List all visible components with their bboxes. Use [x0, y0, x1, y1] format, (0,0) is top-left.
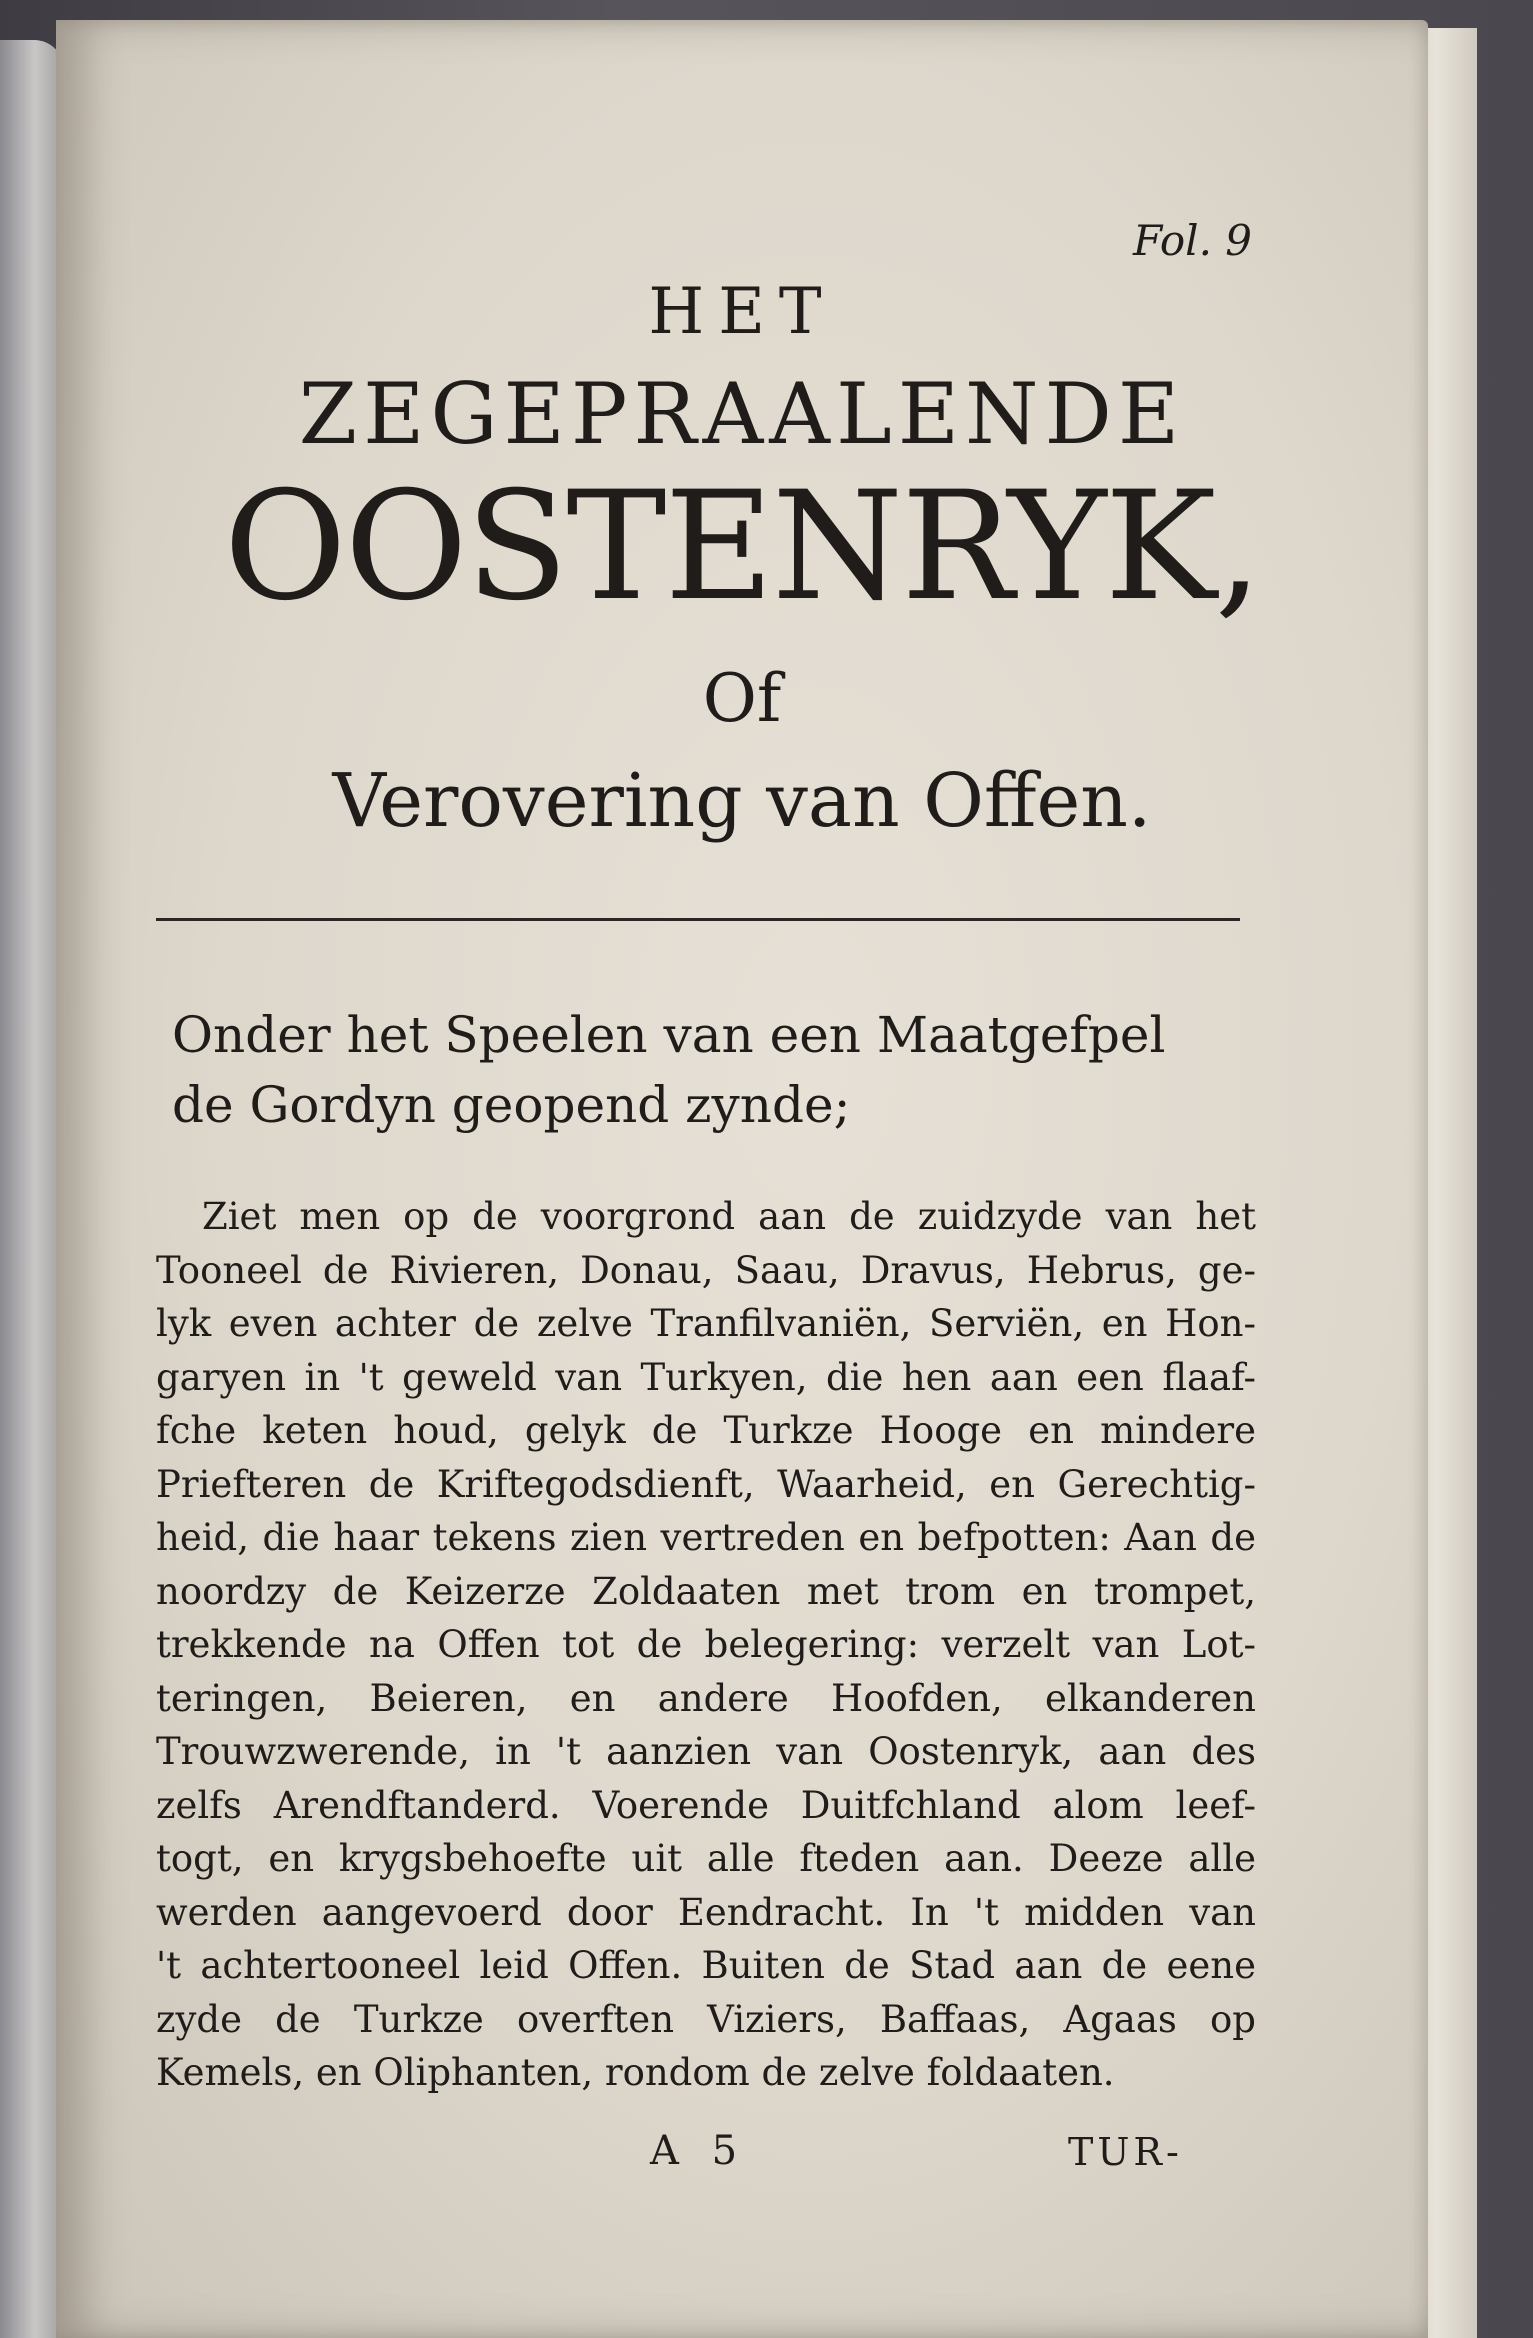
- horizontal-rule: [156, 918, 1240, 921]
- body-paragraph: [156, 1190, 1256, 2100]
- title-line-verovering: Verovering van Offen.: [332, 758, 1152, 844]
- folio-number: Fol. 9: [1133, 216, 1252, 265]
- title-line-of: Of: [702, 660, 782, 737]
- body-line: 't achtertooneel leid Offen. Buiten de Stad aan de eene: [156, 1944, 1256, 1987]
- body-line: Trouwzwerende, in 't aanzien van Oostenryk, aan des: [156, 1730, 1256, 1773]
- stage-direction-line: de Gordyn geopend zynde;: [172, 1076, 851, 1134]
- body-line: togt, en krygsbehoefte uit alle fteden aan. Deeze alle: [156, 1837, 1256, 1880]
- signature-mark: A 5: [650, 2128, 748, 2174]
- body-line: fche keten houd, gelyk de Turkze Hooge en mindere: [156, 1409, 1256, 1452]
- title-line-oostenryk: OOSTENRYK,: [223, 460, 1261, 634]
- body-line: lyk even achter de zelve Tranfilvaniën, Serviën, en Hon-: [156, 1302, 1256, 1345]
- body-line: teringen, Beieren, en andere Hoofden, elkanderen: [156, 1676, 1256, 1720]
- body-line: zelfs Arendftanderd. Voerende Duitfchland alom leef-: [156, 1783, 1256, 1827]
- body-line: zyde de Turkze overften Viziers, Baffaas, Agaas op: [156, 1997, 1256, 2041]
- stage-direction-line: Onder het Speelen van een Maatgefpel: [172, 1006, 1166, 1064]
- catchword: TUR-: [1068, 2130, 1183, 2174]
- body-line: Kemels, en Oliphanten, rondom de zelve foldaaten.: [156, 2051, 1115, 2094]
- body-line: noordzy de Keizerze Zoldaaten met trom en trompet,: [156, 1569, 1256, 1613]
- title-line-het: HET: [648, 275, 836, 349]
- previous-page-edge: [0, 40, 64, 2338]
- body-line: garyen in 't geweld van Turkyen, die hen aan een flaaf-: [156, 1355, 1256, 1399]
- body-line: werden aangevoerd door Eendracht. In 't midden van: [156, 1890, 1256, 1934]
- body-line: trekkende na Offen tot de belegering: verzelt van Lot-: [156, 1623, 1256, 1666]
- title-line-zegepraalende: ZEGEPRAALENDE: [298, 365, 1186, 463]
- body-line: Ziet men op de voorgrond aan de zuidzyde van het: [202, 1195, 1256, 1238]
- body-line: heid, die haar tekens zien vertreden en befpotten: Aan de: [156, 1516, 1256, 1559]
- book-page: [56, 20, 1428, 2338]
- body-line: Priefteren de Kriftegodsdienft, Waarheid, en Gerechtig-: [156, 1462, 1256, 1506]
- body-line: Tooneel de Rivieren, Donau, Saau, Dravus, Hebrus, ge-: [156, 1248, 1256, 1292]
